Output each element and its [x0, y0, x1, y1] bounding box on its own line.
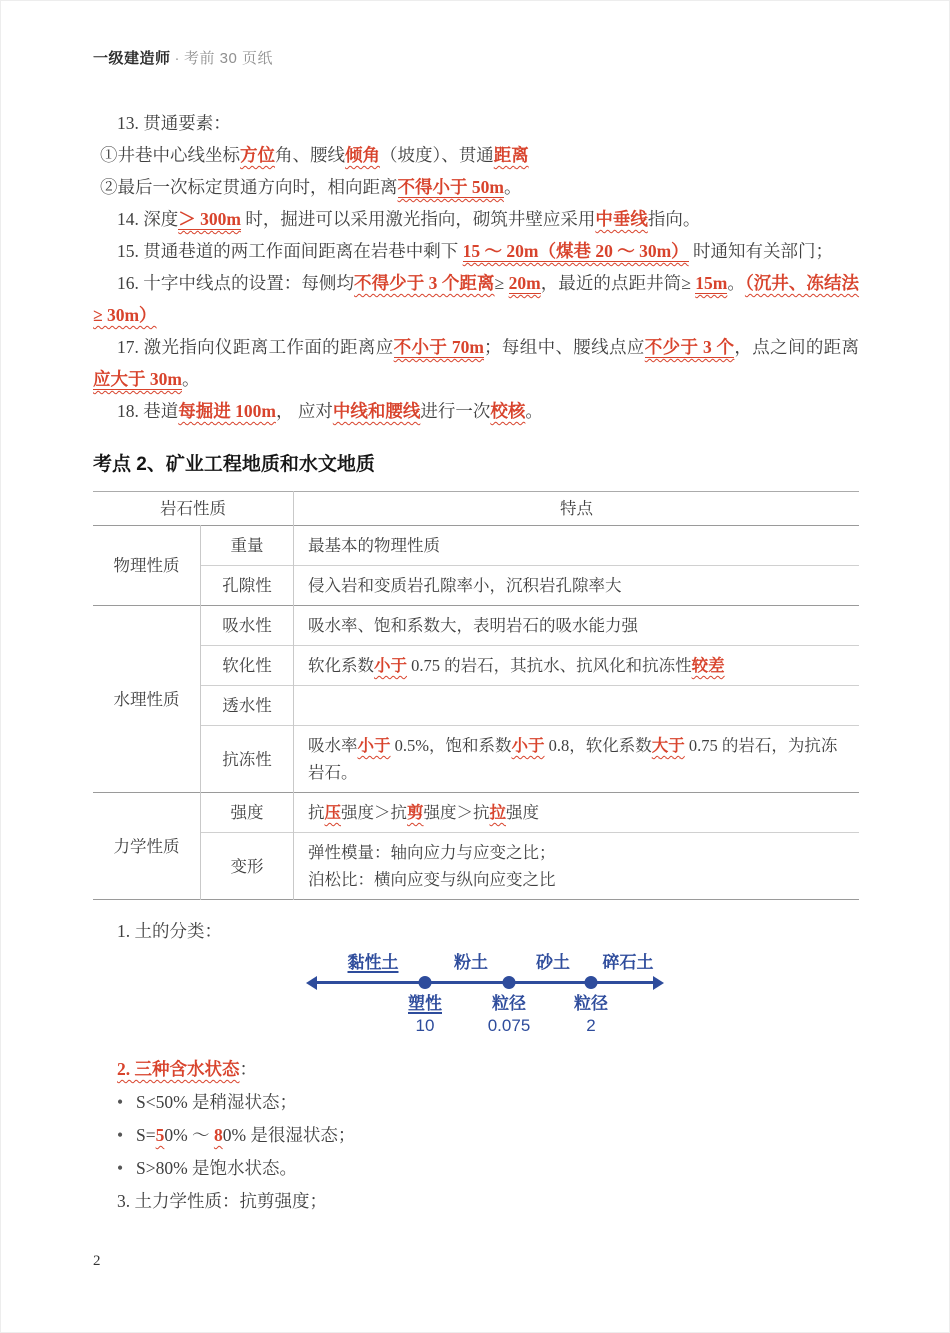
emphasis-red: 剪 [407, 803, 424, 822]
feature-cell [294, 833, 860, 900]
text-segment: 0% 是很湿状态； [222, 1125, 356, 1145]
soil-segment-label: 砂土 [536, 953, 570, 972]
table-row [93, 686, 859, 726]
emphasis-red: 小于 [511, 736, 545, 755]
text-segment: 弹性模量：轴向应力与应变之比； [308, 843, 556, 862]
property-cell: 透水性 [201, 686, 294, 726]
text-segment: 强度 [506, 803, 539, 822]
feature-cell [294, 686, 860, 726]
emphasis-red: 8 [213, 1125, 223, 1145]
document-header [93, 47, 273, 68]
feature-cell [294, 646, 860, 686]
emphasis-red: 15 ～ 20m（煤巷 20 ～ 30m） [462, 241, 689, 261]
property-cell: 软化性 [201, 646, 294, 686]
col-header-feature: 特点 [560, 499, 593, 518]
emphasis-red: 小于 [357, 736, 391, 755]
text-segment: ②最后一次标定贯通方向时，相向距离 [100, 177, 398, 197]
boundary-value: 10 [415, 1016, 435, 1035]
boundary-label: 塑性 [408, 994, 442, 1013]
text-segment: 最基本的物理性质 [308, 536, 440, 555]
text-segment: ，最近的点距井筒≥ [540, 273, 696, 293]
page-content [93, 107, 859, 1218]
text-segment: 0.75 的岩石，其抗水、抗风化和抗冻性 [407, 656, 692, 675]
emphasis-red: 不得小于 50m [397, 177, 504, 197]
group-cell: 力学性质 [93, 793, 201, 900]
table-row [93, 726, 859, 793]
bullet-icon: • [117, 1125, 124, 1145]
text-segment: ≥ [494, 273, 509, 293]
table-row [93, 606, 859, 646]
note-paragraph [93, 331, 859, 395]
note-paragraph [93, 139, 859, 171]
rock-properties-table [93, 491, 859, 900]
emphasis-red: 小于 [374, 656, 407, 675]
bullet-item [93, 1119, 859, 1152]
notes-list [93, 107, 859, 427]
table-row [93, 526, 859, 566]
bullet-item [93, 1152, 859, 1185]
text-segment: 17. 激光指向仪距离工作面的距离应 [117, 337, 394, 357]
soil-segment-label: 碎石土 [602, 953, 654, 972]
table-row [93, 566, 859, 606]
property-cell: 重量 [201, 526, 294, 566]
section-title: 考点 2、矿业工程地质和水文地质 [93, 454, 375, 475]
emphasis-red: 距离 [493, 145, 529, 165]
note-paragraph [93, 171, 859, 203]
water-states-section [93, 1053, 859, 1218]
boundary-label: 粒径 [492, 994, 526, 1013]
text-segment: 强度＞抗 [423, 803, 490, 822]
bullet-icon: • [117, 1092, 124, 1112]
text-segment: 软化系数 [308, 656, 374, 675]
emphasis-red: 应大于 30m [93, 369, 182, 389]
axis-dot-icon [503, 976, 516, 989]
axis-line [314, 981, 656, 984]
text-segment: 侵入岩和变质岩孔隙率小，沉积岩孔隙率大 [308, 576, 622, 595]
emphasis-red: 方位 [240, 145, 275, 165]
text-segment: 16. 十字中线点的设置：每侧均 [117, 273, 355, 293]
emphasis-red: ＞ 300m [178, 209, 241, 229]
text-segment: ： [239, 1059, 257, 1079]
note-paragraph [93, 395, 859, 427]
emphasis-red: 不少于 3 个 [644, 337, 735, 357]
page-number: 2 [93, 1253, 101, 1269]
emphasis-red: 较差 [691, 656, 725, 675]
text-segment: 时，掘进可以采用激光指向，砌筑井壁应采用 [240, 209, 596, 229]
text-segment: 指向。 [647, 209, 701, 229]
emphasis-red: 15m [695, 273, 728, 293]
note-paragraph [93, 235, 859, 267]
text-segment: 角、腰线 [275, 145, 345, 165]
bullet-icon: • [117, 1158, 124, 1178]
text-segment: 18. 巷道 [117, 401, 179, 421]
note-paragraph [93, 203, 859, 235]
water-states-heading [93, 1053, 859, 1086]
feature-cell [294, 566, 860, 606]
property-cell: 孔隙性 [201, 566, 294, 606]
feature-cell [294, 793, 860, 833]
text-segment: S>80% 是饱水状态。 [136, 1158, 298, 1178]
emphasis-red: 每掘进 100m [178, 401, 276, 421]
table-row [93, 646, 859, 686]
text-segment: ， 应对 [275, 401, 333, 421]
soil-mechanics-item: 3. 土力学性质：抗剪强度； [117, 1191, 327, 1211]
feature-cell [294, 526, 860, 566]
text-segment: 吸水率 [308, 736, 358, 755]
text-segment: 进行一次 [420, 401, 491, 421]
text-segment: 。 [181, 369, 200, 389]
feature-cell [294, 606, 860, 646]
text-segment: 0.8，软化系数 [544, 736, 652, 755]
text-segment: 。 [727, 273, 745, 293]
col-header-rock-property: 岩石性质 [93, 492, 294, 526]
text-segment: S= [136, 1125, 156, 1145]
emphasis-red: （沉井、冻结法≥ 30m） [93, 273, 860, 325]
feature-cell [294, 726, 860, 793]
group-cell: 水理性质 [93, 606, 201, 793]
text-segment: ，点之间的距离 [734, 337, 860, 357]
text-segment: ①井巷中心线坐标 [100, 145, 240, 165]
property-cell: 吸水性 [201, 606, 294, 646]
property-cell: 变形 [201, 833, 294, 900]
emphasis-red: 中线和腰线 [332, 401, 421, 421]
text-segment: 泊松比：横向应变与纵向应变之比 [308, 870, 556, 889]
header-subtitle: 考前 30 页纸 [184, 50, 274, 67]
text-segment: 0% ～ [164, 1125, 214, 1145]
boundary-value: 0.075 [487, 1016, 531, 1035]
text-segment: 吸水率、饱和系数大，表明岩石的吸水能力强 [308, 616, 638, 635]
note-paragraph [93, 107, 859, 139]
bullet-item [93, 1086, 859, 1119]
text-segment: 。 [525, 401, 543, 421]
emphasis-red: 拉 [489, 803, 506, 822]
text-segment: S<50% 是稍湿状态； [136, 1092, 298, 1112]
text-segment: ；每组中、腰线点应 [484, 337, 645, 357]
text-segment: 。 [503, 177, 522, 197]
text-segment: 0.75 的岩石，为抗冻岩石。 [308, 736, 838, 782]
page-footer [93, 1253, 101, 1270]
table-row [93, 793, 859, 833]
property-cell: 抗冻性 [201, 726, 294, 793]
soil-classification-diagram [309, 951, 661, 1043]
group-cell: 物理性质 [93, 526, 201, 606]
boundary-label: 粒径 [574, 994, 608, 1013]
emphasis-red: 不小于 70m [393, 337, 485, 357]
text-segment: 0.5%，饱和系数 [390, 736, 512, 755]
text-segment: 抗 [308, 803, 325, 822]
axis-dot-icon [585, 976, 598, 989]
axis-arrow-left-icon [306, 976, 317, 990]
text-segment: 强度＞抗 [341, 803, 407, 822]
emphasis-red: 不得少于 3 个距离 [354, 273, 495, 293]
boundary-value: 2 [586, 1016, 596, 1035]
text-segment: 13. 贯通要素： [117, 113, 231, 133]
emphasis-red: 校核 [490, 401, 526, 421]
emphasis-red: 20m [508, 273, 541, 293]
property-cell: 强度 [201, 793, 294, 833]
emphasis-red: 大于 [651, 736, 685, 755]
header-brand: 一级建造师 [93, 50, 171, 67]
soil-intro: 1. 土的分类： [117, 921, 222, 941]
axis-dot-icon [419, 976, 432, 989]
note-paragraph [93, 267, 859, 331]
table-header-row [93, 492, 859, 526]
soil-segment-label: 黏性土 [347, 953, 399, 972]
emphasis-red: 压 [324, 803, 341, 822]
table-row [93, 833, 859, 900]
text-segment: 时通知有关部门； [688, 241, 834, 261]
text-segment: （坡度）、贯通 [380, 145, 494, 165]
text-segment: 14. 深度 [117, 209, 179, 229]
axis-arrow-right-icon [653, 976, 664, 990]
soil-segment-label: 粉土 [454, 953, 488, 972]
emphasis-red: 5 [155, 1125, 165, 1145]
emphasis-red: 中垂线 [595, 209, 648, 229]
emphasis-red: 2. 三种含水状态 [117, 1059, 240, 1079]
header-separator: · [174, 50, 181, 67]
emphasis-red: 倾角 [345, 145, 380, 165]
text-segment: 15. 贯通巷道的两工作面间距离在岩巷中剩下 [117, 241, 463, 261]
